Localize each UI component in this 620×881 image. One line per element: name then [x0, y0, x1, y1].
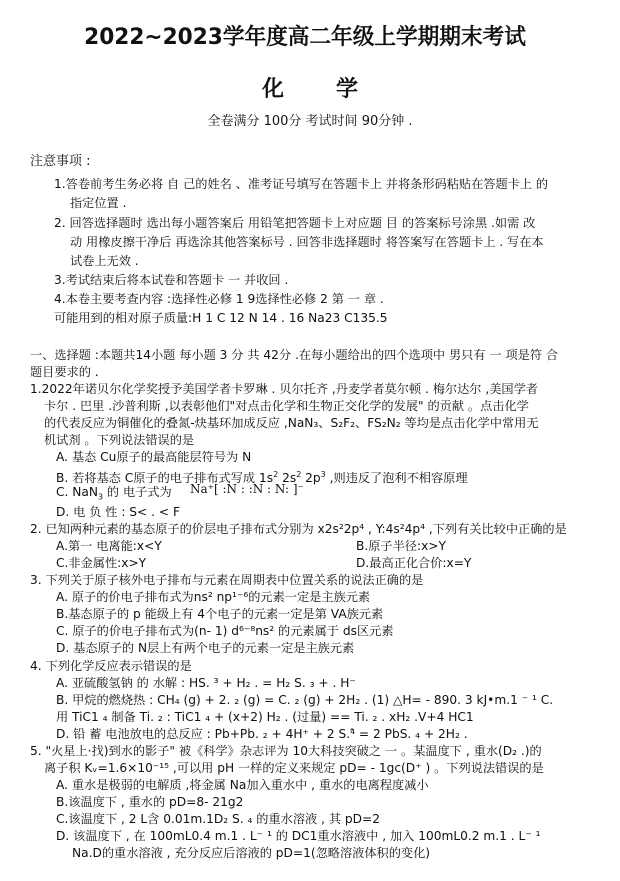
- q4-option-d: D. 铅 蓄 电池放电的总反应 : Pb+Pb. ₂ + 4H⁺ + 2 S.⁴̂ = 2 PbS. ₄ + 2H₂ .: [56, 727, 468, 741]
- exam-title: 2022~2023学年度高二年级上学期期末考试: [84, 25, 526, 50]
- note-line: 指定位置 .: [70, 196, 127, 210]
- q1-option-b: B. 若将基态 C原子的电子排布式写成 $1s^2$ $2s^2$ $2p^3$ ,则违反了泡利不相容原理: [56, 470, 468, 486]
- note-line: 动 用橡皮擦干净后 再选涂其他答案标号 . 回答非选择题时 将答案写在答题卡上 . 写在本: [70, 235, 544, 249]
- q1-option-c: C. NaN$_3$ 的 电子式为: [56, 485, 172, 502]
- q5-option-c: C.该温度下 , 2 L含 0.01m.1D₂ S. ₄ 的重水溶液 , 其 pD=2: [56, 812, 380, 826]
- q5-option-d: D. 该温度下 , 在 100mL0.4 m.1 . L⁻ ¹ 的 DC1重水溶液中 , 加入 100mL0.2 m.1 . L⁻ ¹: [56, 829, 541, 843]
- note-line: 试卷上无效 .: [70, 254, 139, 268]
- q1-stem: 机试剂 。下列说法错误的是: [44, 433, 195, 447]
- q2-option-c: C.非金属性:x>Y: [56, 556, 147, 570]
- q1-option-a: A. 基态 Cu原子的最高能层符号为 N: [56, 450, 252, 464]
- q2-option-b: B.原子半径:x>Y: [356, 539, 446, 553]
- subject-char-2: 学: [336, 77, 359, 102]
- q3-option-d: D. 基态原子的 N层上有两个电子的元素一定是主族元素: [56, 641, 355, 655]
- notes-heading: 注意事项 :: [30, 154, 91, 169]
- exam-meta: 全卷满分 100分 考试时间 90分钟 .: [207, 114, 413, 129]
- q4-option-a: A. 亚硫酸氢钠 的 水解 : HS. ³ + H₂ . = H₂ S. ₃ + . H⁻: [56, 676, 356, 690]
- note-line: 4.本卷主要考查内容 :选择性必修 1 9选择性必修 2 第 一 章 .: [54, 292, 384, 306]
- q5-stem: 5. "火星上·找)到水的影子" 被《科学》杂志评为 10大科技突破之 一 。某温度下 , 重水(D₂ .)的: [30, 744, 542, 758]
- note-line: 2. 回答选择题时 选出每小题答案后 用铅笔把答题卡上对应题 目 的答案标号涂黑 .如需 改: [54, 216, 536, 230]
- q1-electron-formula: Na⁺[ :N : :N : N: ]⁻: [190, 482, 304, 496]
- q1-stem: 卡尔 . 巴里 .沙普利斯 ,以表彰他们"对点击化学和生物正交化学的发展" 的贡献 。点击化学: [44, 399, 529, 413]
- subject-char-1: 化: [261, 77, 284, 102]
- q4-stem: 4. 下列化学反应表示错误的是: [30, 659, 192, 673]
- q1-stem: 的代表反应为铜催化的叠氮-炔基环加成反应 ,NaN₃、S₂F₂、FS₂N₂ 等均是点击化学中常用无: [44, 416, 539, 430]
- note-line: 3.考试结束后将本试卷和答题卡 一 并收回 .: [54, 273, 289, 287]
- q3-option-b: B.基态原子的 p 能级上有 4个电子的元素一定是第 VA族元素: [56, 607, 384, 621]
- q4-option-c: 用 TiC1 ₄ 制备 Ti. ₂ : TiC1 ₄ + (x+2) H₂ . (过量) == Ti. ₂ . xH₂ .V+4 HC1: [56, 710, 474, 724]
- subject-title: [0, 72, 620, 103]
- atomic-mass-line: 可能用到的相对原子质量:H 1 C 12 N 14 . 16 Na23 C135.5: [54, 311, 388, 325]
- section-heading: 一、选择题 :本题共14小题 每小题 3 分 共 42分 .在每小题给出的四个选项中 男只有 一 项是符 合: [30, 348, 559, 362]
- q2-option-d: D.最高正化合价:x=Y: [356, 556, 472, 570]
- q3-option-a: A. 原子的价电子排布式为ns² np¹⁻⁶的元素一定是主族元素: [56, 590, 371, 604]
- q4-option-b: B. 甲烷的燃烧热 : CH₄ (g) + 2. ₂ (g) = C. ₂ (g) + 2H₂ . (1) △H= - 890. 3 kJ•m.1 ⁻ ¹ C.: [56, 693, 554, 707]
- q3-option-c: C. 原子的价电子排布式为(n- 1) d⁶⁻⁸ns² 的元素属于 ds区元素: [56, 624, 394, 638]
- q2-option-a: A.第一 电离能:x<Y: [56, 539, 162, 553]
- q5-option-b: B.该温度下 , 重水的 pD=8- 21g2: [56, 795, 244, 809]
- q2-stem: 2. 已知两种元素的基态原子的价层电子排布式分别为 x2s²2p⁴ , Y:4s²4p⁴ ,下列有关比较中正确的是: [30, 522, 567, 536]
- q1-stem: 1.2022年诺贝尔化学奖授予美国学者卡罗琳 . 贝尔托齐 ,丹麦学者莫尔顿 . 梅尔达尔 ,美国学者: [30, 382, 538, 396]
- q5-stem: 离子积 Kᵥ=1.6×10⁻¹⁵ ,可以用 pH 一样的定义来规定 pD= - 1gc(D⁺ ) 。下列说法错误的是: [44, 761, 544, 775]
- q1-option-d: D. 电 负 性 : S< . < F: [56, 505, 180, 519]
- section-heading-cont: 题目要求的 .: [30, 365, 99, 379]
- q5-option-a: A. 重水是极弱的电解质 ,将金属 Na加入重水中 , 重水的电离程度减小: [56, 778, 429, 792]
- q3-stem: 3. 下列关于原子核外电子排布与元素在周期表中位置关系的说法正确的是: [30, 573, 424, 587]
- q5-option-d-cont: Na.D的重水溶液 , 充分反应后溶液的 pD=1(忽略溶液体积的变化): [72, 846, 431, 860]
- note-line: 1.答卷前考生务必将 自 己的姓名 、准考证号填写在答题卡上 并将条形码粘贴在答题卡上 的: [54, 177, 549, 191]
